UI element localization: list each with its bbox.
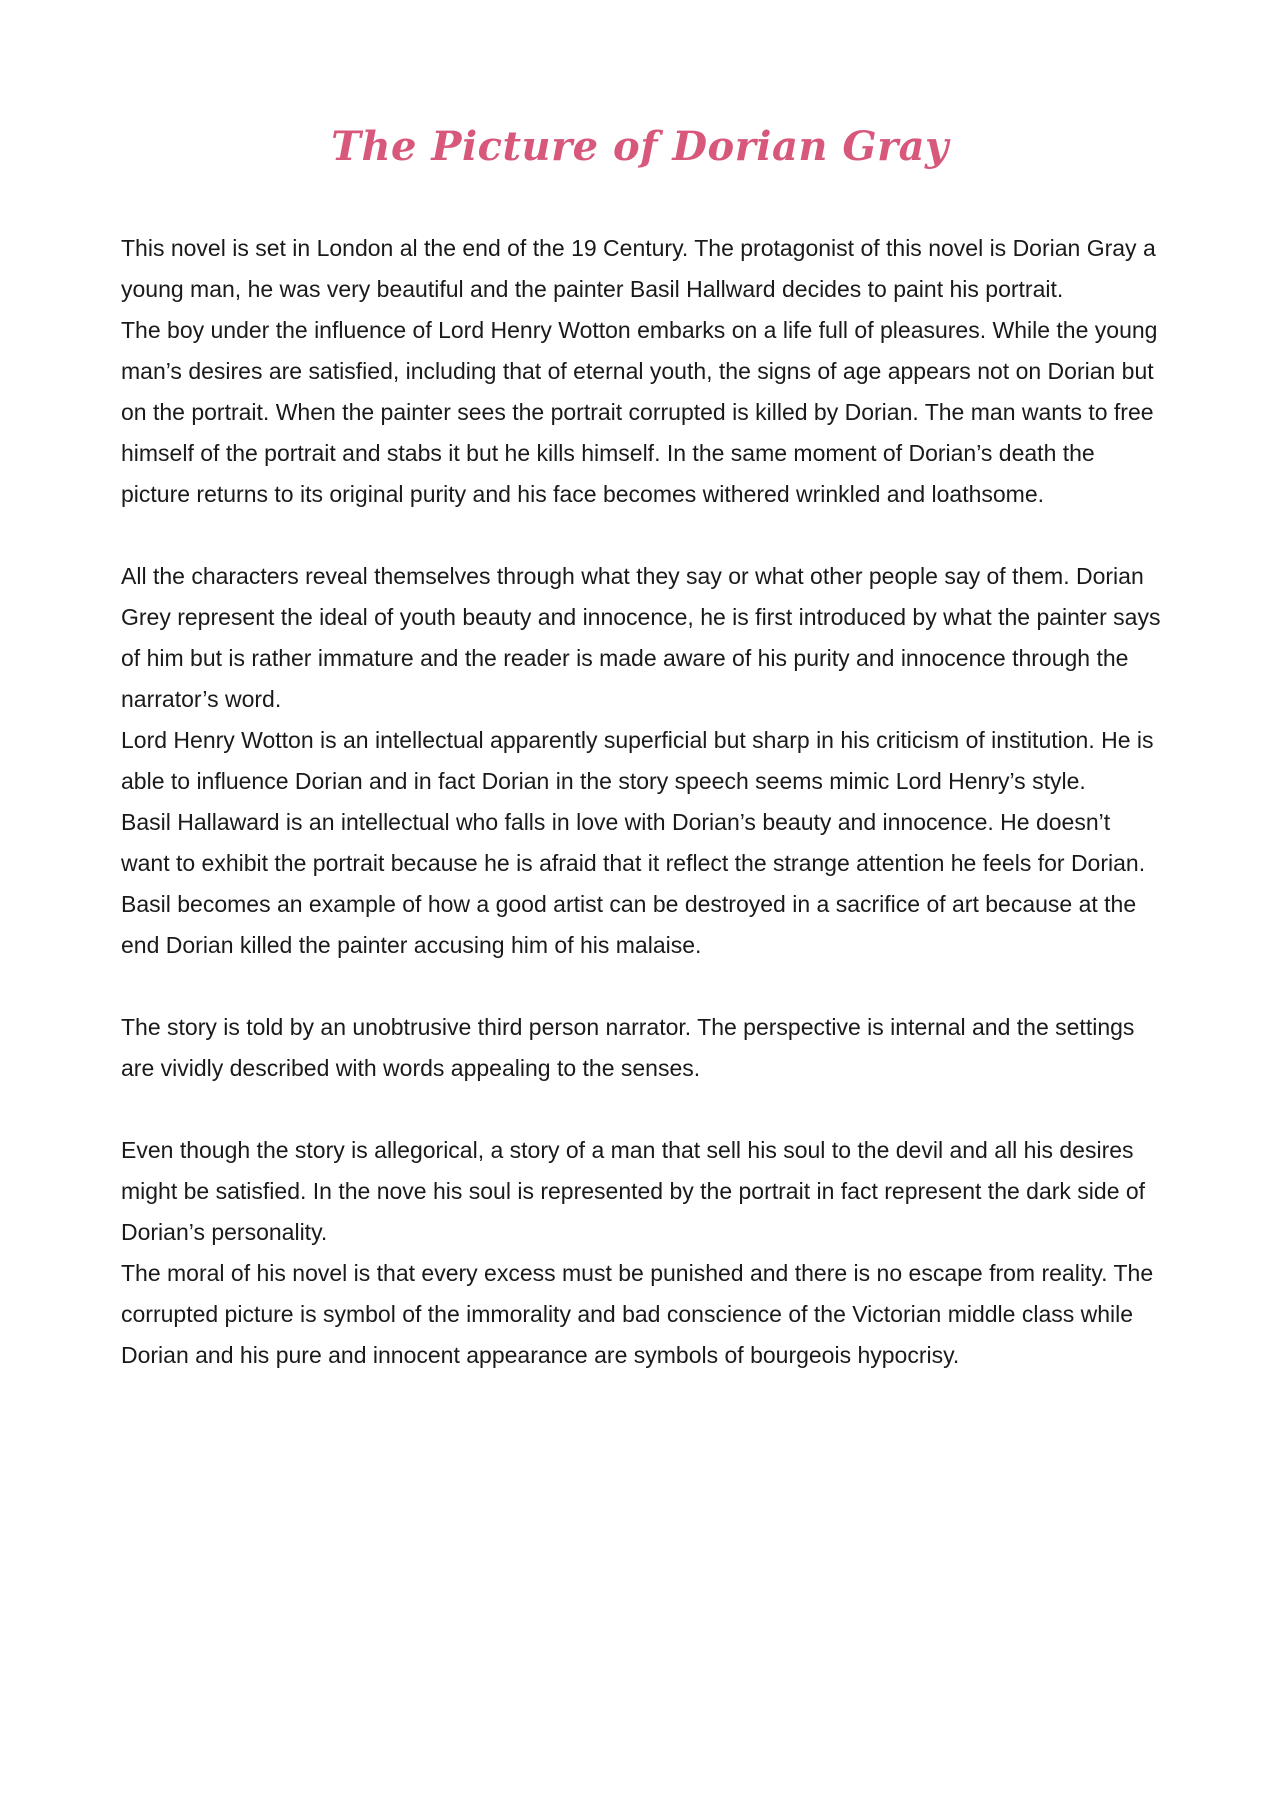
paragraph-gap <box>121 1089 1161 1130</box>
paragraph-characters-basil: Basil Hallaward is an intellectual who falls in love with Dorian’s beauty and innocence. He doesn’t want to exhibit the portrait because he is afraid that it reflect the strange attention he feels for Dorian. Basil becomes an example of how a good artist can be destroyed in a sacrifice of art because at the end Dorian killed the painter accusing him of his malaise. <box>121 809 1146 958</box>
paragraph-characters-dorian: All the characters reveal themselves through what they say or what other people say of them. Dorian Grey represent the ideal of youth beauty and innocence, he is first introduced by what the painter says of him but is rather immature and the reader is made aware of his purity and innocence through the narrator’s word. <box>121 563 1161 712</box>
paragraph-narrator: The story is told by an unobtrusive third person narrator. The perspective is internal and the settings are vividly described with words appealing to the senses. <box>121 1014 1135 1081</box>
paragraph-plot-intro: This novel is set in London al the end of the 19 Century. The protagonist of this novel is Dorian Gray a young man, he was very beautiful and the painter Basil Hallward decides to paint his portrait. <box>121 235 1156 302</box>
paragraph-allegory: Even though the story is allegorical, a story of a man that sell his soul to the devil and all his desires might be satisfied. In the nove his soul is represented by the portrait in fact represent the dark side of Dorian’s personality. <box>121 1137 1146 1245</box>
document-body <box>121 228 1161 1376</box>
paragraph-gap <box>121 515 1161 556</box>
document-title: The Picture of Dorian Gray <box>331 123 949 170</box>
paragraph-plot-summary: The boy under the influence of Lord Henry Wotton embarks on a life full of pleasures. While the young man’s desires are satisfied, including that of eternal youth, the signs of age appears not on Dorian but on the portrait. When the painter sees the portrait corrupted is killed by Dorian. The man wants to free himself of the portrait and stabs it but he kills himself. In the same moment of Dorian’s death the picture returns to its original purity and his face becomes withered wrinkled and loathsome. <box>121 317 1158 507</box>
paragraph-gap <box>121 966 1161 1007</box>
paragraph-characters-henry: Lord Henry Wotton is an intellectual apparently superficial but sharp in his criticism of institution. He is able to influence Dorian and in fact Dorian in the story speech seems mimic Lord Henry’s style. <box>121 727 1154 794</box>
paragraph-moral: The moral of his novel is that every excess must be punished and there is no escape from reality. The corrupted picture is symbol of the immorality and bad conscience of the Victorian middle class while Dorian and his pure and innocent appearance are symbols of bourgeois hypocrisy. <box>121 1260 1154 1368</box>
